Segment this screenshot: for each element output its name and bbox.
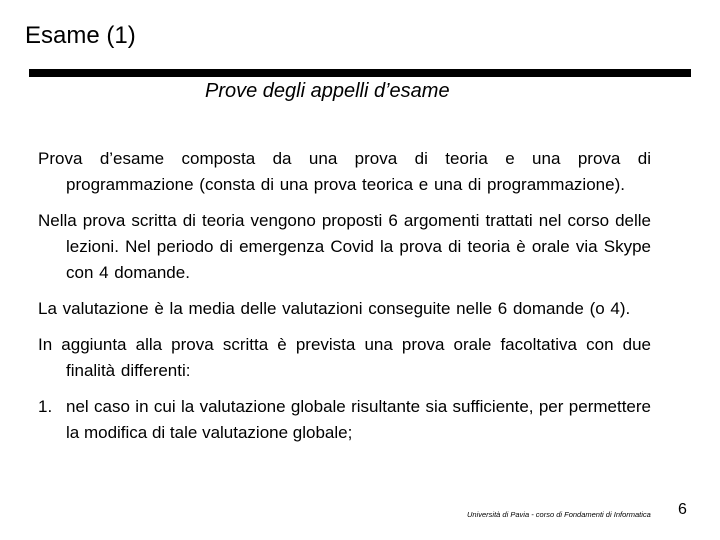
list-item-text: nel caso in cui la valutazione globale risultante sia sufficiente, per permettere la modifica di tale valutazione globale; (66, 397, 651, 442)
slide-subtitle: Prove degli appelli d’esame (205, 80, 450, 102)
body-paragraph: Prova d’esame composta da una prova di teoria e una prova di programmazione (consta di una prova teorica e una di programmazione). (38, 149, 651, 194)
footer-text: Università di Pavia - corso di Fondamenti di Informatica (467, 510, 651, 519)
body-paragraph: In aggiunta alla prova scritta è prevista una prova orale facoltativa con due finalità differenti: (38, 335, 651, 380)
body-paragraph: La valutazione è la media delle valutazioni conseguite nelle 6 domande (o 4). (38, 299, 631, 318)
slide-title: Esame (1) (25, 22, 136, 49)
body-paragraph: Nella prova scritta di teoria vengono proposti 6 argomenti trattati nel corso delle lezioni. Nel periodo di emergenza Covid la prova di teoria è orale via Skype con 4 domande. (38, 211, 651, 282)
numbered-list-item (38, 394, 651, 446)
slide-body (38, 146, 651, 446)
page-number: 6 (678, 501, 687, 518)
list-item-number: 1. (38, 397, 53, 416)
title-divider (29, 69, 691, 77)
